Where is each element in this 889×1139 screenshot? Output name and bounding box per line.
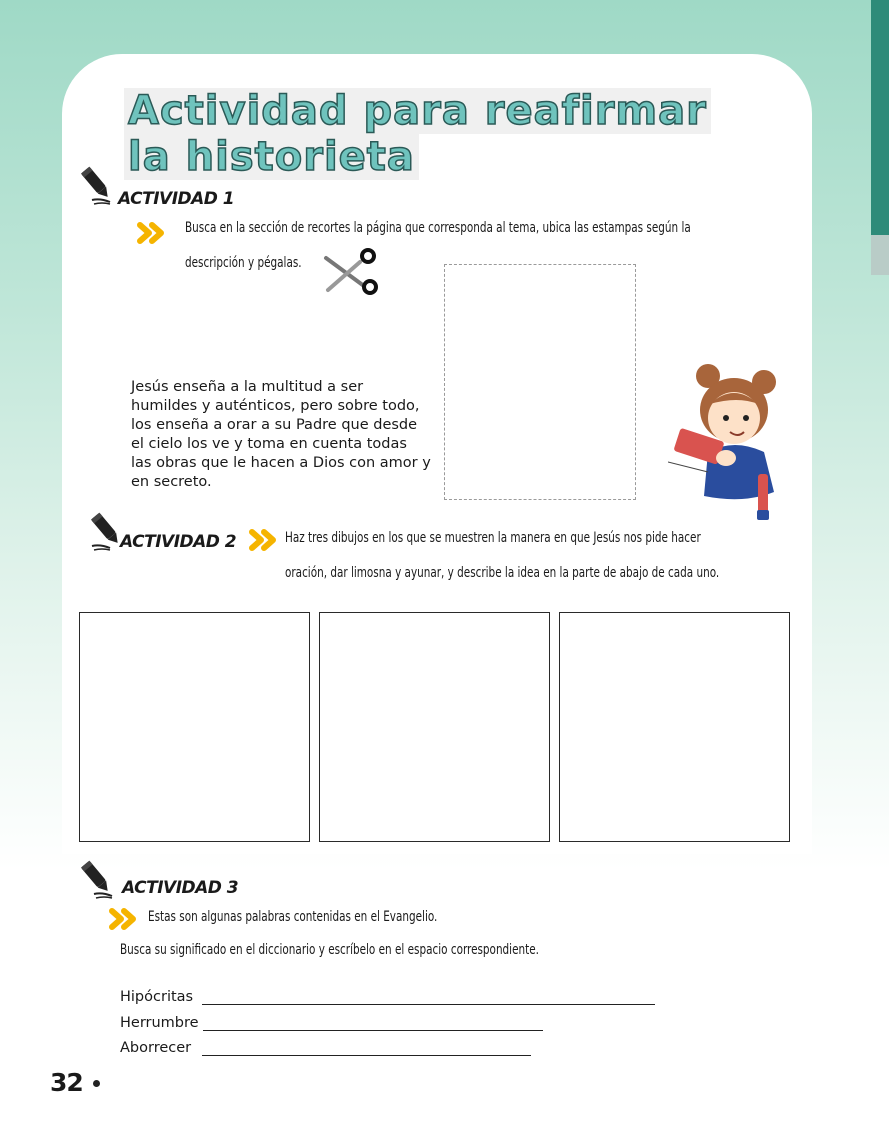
activity-1-description: Jesús enseña a la multitud a ser humildes y auténticos, pero sobre todo, los enseña a orar a su Padre que desde el cielo los ve y toma en cuenta todas las obras que le hacen a Dios con amor y en secreto.: [131, 379, 431, 490]
double-chevron-icon: [249, 529, 279, 551]
activity-2-label: ACTIVIDAD 2: [120, 532, 237, 552]
answer-line-1[interactable]: [202, 1004, 655, 1005]
pencil-icon: [78, 858, 116, 900]
scissors-icon: [322, 244, 382, 298]
girl-cutting-illustration: [668, 362, 788, 522]
drawing-box-2[interactable]: [319, 612, 550, 842]
title-line-2: la historieta: [124, 134, 419, 180]
activity-3-instruction-line-2: Busca su significado en el diccionario y escríbelo en el espacio correspondiente.: [120, 942, 539, 958]
word-label-2: Herrumbre: [120, 1015, 199, 1031]
word-label-1: Hipócritas: [120, 989, 194, 1005]
answer-line-3[interactable]: [202, 1055, 531, 1056]
title-line-1: Actividad para reafirmar: [124, 88, 711, 134]
page-number-dot: [93, 1080, 100, 1087]
page-title: [124, 88, 707, 180]
double-chevron-icon: [137, 222, 167, 244]
activity-2-instruction-line-1: Haz tres dibujos en los que se muestren la manera en que Jesús nos pide hacer: [285, 530, 701, 546]
sticker-placeholder[interactable]: [444, 264, 636, 500]
side-stripe-light: [871, 235, 889, 275]
drawing-box-1[interactable]: [79, 612, 310, 842]
activity-1-label: ACTIVIDAD 1: [118, 189, 235, 209]
activity-2-instruction-line-2: oración, dar limosna y ayunar, y describe la idea en la parte de abajo de cada uno.: [285, 565, 720, 581]
activity-3-instruction-line-1: Estas son algunas palabras contenidas en el Evangelio.: [148, 909, 438, 925]
word-label-3: Aborrecer: [120, 1040, 192, 1056]
side-stripe: [871, 0, 889, 235]
activity-1-instruction-line-2: descripción y pégalas.: [185, 255, 302, 271]
page-number: 32: [50, 1068, 83, 1097]
double-chevron-icon: [109, 908, 139, 930]
drawing-box-3[interactable]: [559, 612, 790, 842]
activity-1-instruction-line-1: Busca en la sección de recortes la página que corresponda al tema, ubica las estampas según la: [185, 220, 691, 236]
answer-line-2[interactable]: [203, 1030, 543, 1031]
activity-3-label: ACTIVIDAD 3: [122, 878, 239, 898]
pencil-icon: [78, 164, 116, 206]
